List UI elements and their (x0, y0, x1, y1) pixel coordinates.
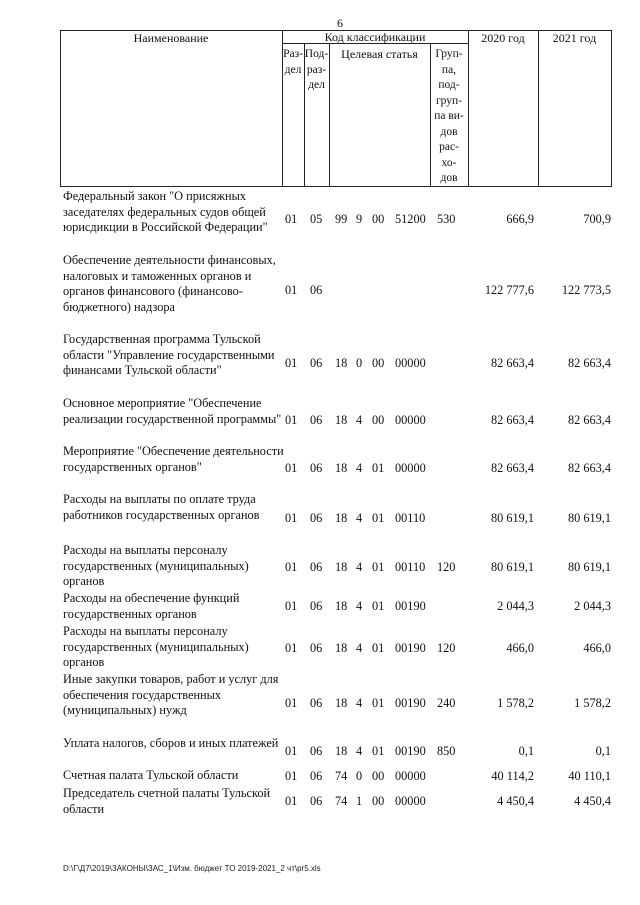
row-subsection: 06 (310, 413, 323, 427)
row-target-3: 01 (372, 560, 385, 574)
row-group: 850 (437, 744, 456, 758)
row-name: Счетная палата Тульской области (63, 768, 239, 782)
row-target-3: 01 (372, 511, 385, 525)
row-section: 01 (285, 696, 298, 710)
row-target-1: 18 (335, 461, 348, 475)
row-section: 01 (285, 212, 298, 226)
row-subsection: 06 (310, 461, 323, 475)
row-target-2: 4 (356, 511, 363, 525)
row-name: Расходы на обеспечение функций государственных органов (63, 591, 240, 621)
row-2021: 82 663,4 (567, 461, 611, 475)
row-target-2: 0 (356, 769, 363, 783)
row-2021: 122 773,5 (561, 283, 611, 297)
row-target-3: 01 (372, 744, 385, 758)
row-name: Расходы на выплаты персоналу государственных (муниципальных) органов (63, 624, 249, 670)
row-name: Обеспечение деятельности финансовых, налоговых и таможенных органов и органов финансового (финансово-бюджетного) надзора (63, 253, 276, 315)
row-target-3: 00 (372, 212, 385, 226)
row-target-4: 00190 (395, 744, 426, 758)
row-2021: 1 578,2 (574, 696, 611, 710)
file-path-footer: D:\Г\Д7\2019\ЗАКОНЫ\ЗАС_1\Изм. бюджет ТО 2019-2021_2 чт\pr5.xls (63, 864, 321, 873)
row-target-1: 18 (335, 641, 348, 655)
row-2020: 40 114,2 (491, 769, 534, 783)
row-2021: 2 044,3 (574, 599, 611, 613)
header-target: Целевая статья (341, 47, 418, 61)
row-section: 01 (285, 769, 298, 783)
row-target-2: 4 (356, 461, 363, 475)
row-section: 01 (285, 560, 298, 574)
row-2020: 4 450,4 (497, 794, 534, 808)
row-target-2: 4 (356, 744, 363, 758)
row-2020: 1 578,2 (497, 696, 534, 710)
row-target-4: 51200 (395, 212, 426, 226)
row-target-1: 74 (335, 769, 348, 783)
row-target-1: 99 (335, 212, 348, 226)
row-group: 530 (437, 212, 456, 226)
row-name: Иные закупки товаров, работ и услуг для обеспечения государственных (муниципальных) нужд (63, 672, 279, 718)
row-subsection: 06 (310, 356, 323, 370)
row-subsection: 06 (310, 794, 323, 808)
row-2020: 82 663,4 (490, 461, 534, 475)
row-target-1: 74 (335, 794, 348, 808)
row-subsection: 06 (310, 511, 323, 525)
row-2021: 0,1 (595, 744, 611, 758)
row-target-4: 00000 (395, 769, 426, 783)
row-2020: 122 777,6 (484, 283, 534, 297)
row-2021: 82 663,4 (567, 356, 611, 370)
row-2020: 666,9 (506, 212, 534, 226)
row-target-4: 00110 (395, 511, 426, 525)
row-2020: 0,1 (518, 744, 534, 758)
row-target-1: 18 (335, 599, 348, 613)
row-name: Мероприятие "Обеспечение деятельности государственных органов" (63, 444, 284, 474)
row-2020: 2 044,3 (497, 599, 534, 613)
row-target-2: 1 (356, 794, 363, 808)
row-name: Уплата налогов, сборов и иных платежей (63, 736, 279, 750)
header-code: Код классификации (324, 30, 426, 44)
row-target-2: 4 (356, 696, 363, 710)
row-subsection: 06 (310, 769, 323, 783)
row-target-1: 18 (335, 560, 348, 574)
row-subsection: 06 (310, 744, 323, 758)
row-target-4: 00110 (395, 560, 426, 574)
row-target-1: 18 (335, 696, 348, 710)
row-section: 01 (285, 283, 298, 297)
row-section: 01 (285, 794, 298, 808)
row-section: 01 (285, 461, 298, 475)
row-subsection: 06 (310, 560, 323, 574)
header-2020: 2020 год (481, 31, 525, 45)
header-group: Груп- па, под- груп- па ви- дов рас- хо- дов (434, 48, 464, 184)
row-2021: 700,9 (583, 212, 611, 226)
row-name: Расходы на выплаты персоналу государственных (муниципальных) органов (63, 543, 249, 589)
header-2021: 2021 год (552, 31, 597, 45)
row-section: 01 (285, 641, 298, 655)
row-2021: 4 450,4 (574, 794, 611, 808)
row-section: 01 (285, 511, 298, 525)
row-target-2: 4 (356, 560, 363, 574)
row-2020: 80 619,1 (490, 560, 534, 574)
page-number: 6 (337, 16, 343, 30)
header-subsection: Под- раз- дел (304, 48, 329, 91)
row-target-1: 18 (335, 744, 348, 758)
row-target-2: 4 (356, 413, 363, 427)
row-group: 120 (437, 641, 456, 655)
row-target-4: 00190 (395, 641, 426, 655)
row-2020: 80 619,1 (490, 511, 534, 525)
row-subsection: 05 (310, 212, 323, 226)
row-2021: 466,0 (583, 641, 611, 655)
row-target-1: 18 (335, 511, 348, 525)
row-target-4: 00190 (395, 696, 426, 710)
row-2021: 40 110,1 (568, 769, 611, 783)
row-section: 01 (285, 413, 298, 427)
row-name: Расходы на выплаты по оплате труда работников государственных органов (63, 492, 260, 522)
row-group: 120 (437, 560, 456, 574)
row-name: Председатель счетной палаты Тульской области (63, 786, 271, 816)
row-target-4: 00000 (395, 461, 426, 475)
row-target-3: 00 (372, 794, 385, 808)
row-2020: 466,0 (506, 641, 534, 655)
row-section: 01 (285, 356, 298, 370)
row-target-3: 01 (372, 461, 385, 475)
row-section: 01 (285, 599, 298, 613)
row-target-2: 9 (356, 212, 363, 226)
row-subsection: 06 (310, 641, 323, 655)
row-name: Основное мероприятие "Обеспечение реализации государственной программы" (63, 396, 282, 426)
row-target-3: 01 (372, 599, 385, 613)
row-subsection: 06 (310, 283, 323, 297)
row-2020: 82 663,4 (490, 413, 534, 427)
row-section: 01 (285, 744, 298, 758)
row-subsection: 06 (310, 696, 323, 710)
row-target-3: 00 (372, 413, 385, 427)
row-target-4: 00000 (395, 413, 426, 427)
row-target-2: 4 (356, 641, 363, 655)
row-2020: 82 663,4 (490, 356, 534, 370)
row-target-4: 00190 (395, 599, 426, 613)
row-name: Федеральный закон "О присяжных заседателях федеральных судов общей юрисдикции в Российской Федерации" (63, 189, 268, 235)
row-2021: 80 619,1 (567, 560, 611, 574)
row-target-3: 00 (372, 769, 385, 783)
row-target-1: 18 (335, 356, 348, 370)
row-target-2: 4 (356, 599, 363, 613)
row-2021: 80 619,1 (567, 511, 611, 525)
row-subsection: 06 (310, 599, 323, 613)
row-target-3: 00 (372, 356, 385, 370)
row-name: Государственная программа Тульской области "Управление государственными финансами Тульской области" (63, 332, 275, 378)
row-2021: 82 663,4 (567, 413, 611, 427)
row-target-4: 00000 (395, 356, 426, 370)
header-name: Наименование (133, 31, 209, 45)
row-target-2: 0 (356, 356, 363, 370)
row-target-4: 00000 (395, 794, 426, 808)
row-target-1: 18 (335, 413, 348, 427)
header-section: Раз- дел (283, 48, 303, 76)
row-target-3: 01 (372, 696, 385, 710)
row-group: 240 (437, 696, 456, 710)
row-target-3: 01 (372, 641, 385, 655)
